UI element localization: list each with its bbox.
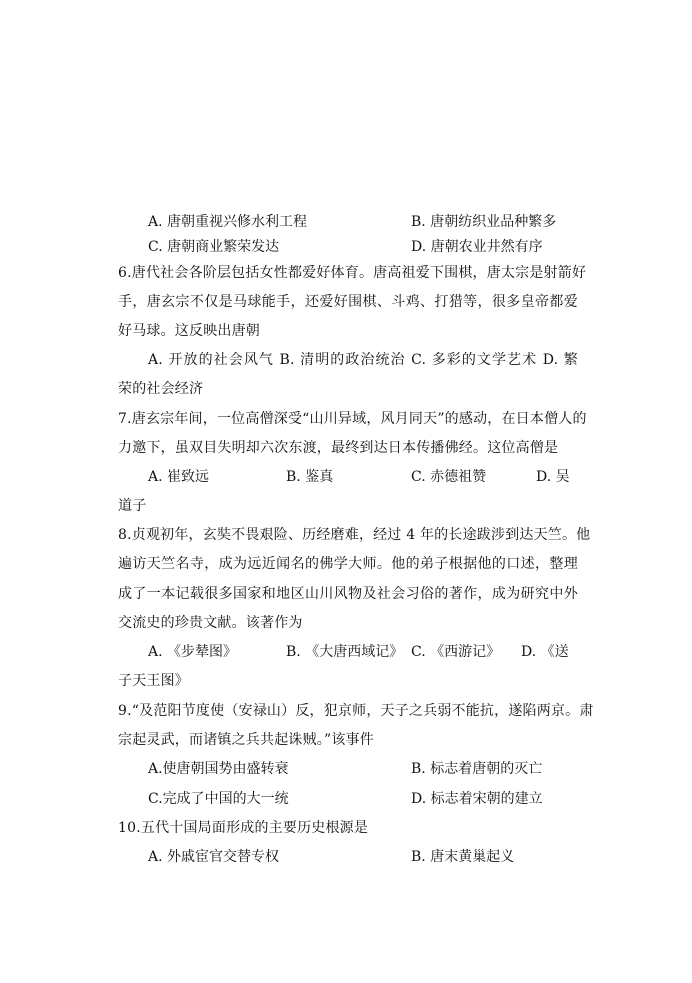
q8-options-line-2: 子天王图》	[118, 673, 189, 689]
q6-text-line-1: 6.唐代社会各阶层包括女性都爱好体育。唐高祖爱下围棋，唐太宗是射箭好	[118, 265, 587, 281]
q7-option-d: D. 吴	[536, 469, 570, 485]
q8-text-line-2: 遍访天竺名寺，成为远近闻名的佛学大师。他的弟子根据他的口述，整理	[118, 556, 578, 572]
q10-option-b: B. 唐末黄巢起义	[411, 849, 515, 865]
q9-option-c: C.完成了中国的大一统	[148, 791, 289, 807]
q7-option-b: B. 鉴真	[286, 469, 334, 485]
q6-text-line-3: 好马球。这反映出唐朝	[118, 323, 260, 339]
q8-text-line-4: 交流史的珍贵文献。该著作为	[118, 615, 303, 631]
q8-text-line-1: 8.贞观初年，玄奘不畏艰险、历经磨难，经过 4 年的长途跋涉到达天竺。他	[118, 527, 591, 543]
q5-option-a: A. 唐朝重视兴修水利工程	[148, 214, 308, 230]
q7-option-c: C. 赤德祖赞	[411, 469, 487, 485]
q10-option-a: A. 外戚宦官交替专权	[148, 849, 280, 865]
q5-option-c: C. 唐朝商业繁荣发达	[148, 239, 280, 255]
q7-options-line-2: 道子	[118, 498, 147, 514]
q5-option-b: B. 唐朝纺织业品种繁多	[411, 214, 557, 230]
q6-options-line-1: A. 开放的社会风气 B. 清明的政治统治 C. 多彩的文学艺术 D. 繁	[148, 352, 578, 368]
q8-text-line-3: 成了一本记载很多国家和地区山川风物及社会习俗的著作，成为研究中外	[118, 586, 578, 602]
q9-option-a: A.使唐朝国势由盛转衰	[148, 761, 289, 777]
q9-option-b: B. 标志着唐朝的灭亡	[411, 761, 543, 777]
q7-text-line-2: 力邀下，虽双目失明却六次东渡，最终到达日本传播佛经。这位高僧是	[118, 440, 559, 456]
q8-option-a: A. 《步辇图》	[148, 644, 238, 660]
q7-text-line-1: 7.唐玄宗年间，一位高僧深受“山川异域，风月同天”的感动，在日本僧人的	[118, 411, 587, 427]
q5-option-d: D. 唐朝农业井然有序	[411, 239, 543, 255]
q7-option-a: A. 崔致远	[148, 469, 210, 485]
q9-text-line-2: 宗起灵武，而诸镇之兵共起诛贼。”该事件	[118, 732, 374, 748]
q9-option-d: D. 标志着宋朝的建立	[411, 791, 543, 807]
q6-text-line-2: 手，唐玄宗不仅是马球能手，还爱好围棋、斗鸡、打猎等，很多皇帝都爱	[118, 294, 578, 310]
q9-text-line-1: 9.“及范阳节度使（安禄山）反，犯京师，天子之兵弱不能抗，遂陷两京。肃	[118, 703, 594, 719]
q6-options-line-2: 荣的社会经济	[118, 381, 204, 397]
q8-option-b: B. 《大唐西域记》	[286, 644, 404, 660]
q8-option-c: C. 《西游记》	[411, 644, 501, 660]
q8-option-d: D. 《送	[521, 644, 569, 660]
q10-text-line-1: 10.五代十国局面形成的主要历史根源是	[118, 820, 369, 836]
